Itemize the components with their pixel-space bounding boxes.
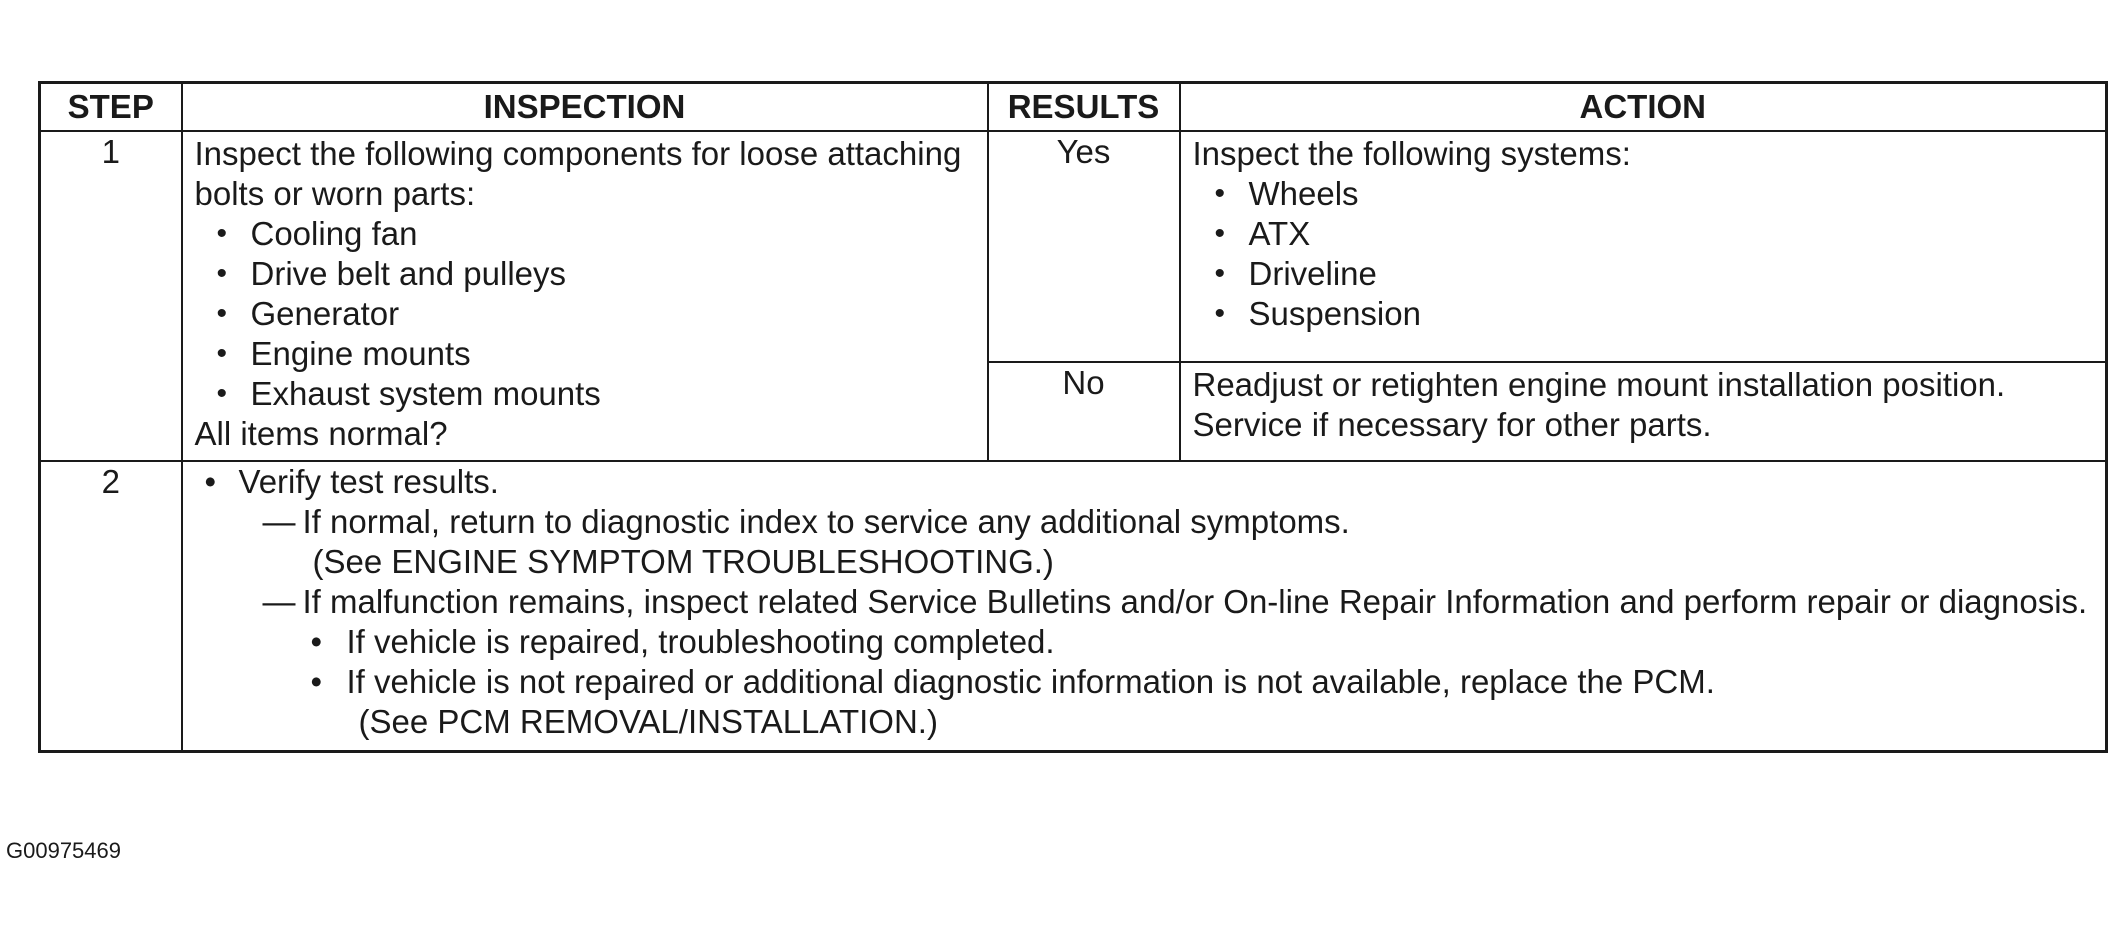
- step2-repaired: • If vehicle is repaired, troubleshooting completed.: [183, 622, 2094, 662]
- step2-row: [40, 461, 2107, 752]
- list-item: • Generator: [217, 294, 975, 334]
- list-item: • Exhaust system mounts: [217, 374, 975, 414]
- step2-verify: • Verify test results.: [183, 462, 2094, 502]
- list-item: • Driveline: [1215, 254, 2094, 294]
- step1-yes-intro: Inspect the following systems:: [1192, 135, 1631, 172]
- step2-malfunction-text: If malfunction remains, inspect related Service Bulletins and/or On-line Repair Information and perform repair or diagnosis.: [302, 583, 2088, 620]
- dash-mark: —: [262, 583, 296, 620]
- step2-content: [182, 461, 2107, 752]
- list-item: • Suspension: [1215, 294, 2094, 334]
- header-action: ACTION: [1180, 83, 2107, 132]
- step2-number: 2: [40, 461, 182, 752]
- header-row: [40, 83, 2107, 132]
- list-item: • Wheels: [1215, 174, 2094, 214]
- step2-normal-see: (See ENGINE SYMPTOM TROUBLESHOOTING.): [312, 543, 1054, 580]
- step1-system-list: [1193, 174, 2094, 334]
- step1-intro: Inspect the following components for loose attaching bolts or worn parts:: [194, 135, 962, 212]
- step1-result-no: No: [988, 362, 1180, 461]
- step2-not-repaired: • If vehicle is not repaired or additional diagnostic information is not available, replace the PCM.: [183, 662, 2094, 702]
- list-item: • Cooling fan: [217, 214, 975, 254]
- diagnostic-table: [38, 81, 2108, 753]
- list-item: • Drive belt and pulleys: [217, 254, 975, 294]
- step1-result-yes: Yes: [988, 131, 1180, 362]
- step2-malfunction: [183, 582, 2094, 622]
- list-item: • ATX: [1215, 214, 2094, 254]
- list-item: • Engine mounts: [217, 334, 975, 374]
- header-step: STEP: [40, 83, 182, 132]
- step1-question: All items normal?: [194, 415, 448, 452]
- step1-inspection: [182, 131, 988, 461]
- step2-not-repaired-see: (See PCM REMOVAL/INSTALLATION.): [358, 703, 938, 740]
- step1-action-no: [1180, 362, 2107, 461]
- step2-normal: [183, 502, 2094, 542]
- step1-number: 1: [40, 131, 182, 461]
- step2-normal-text: If normal, return to diagnostic index to service any additional symptoms.: [302, 503, 1350, 540]
- header-results: RESULTS: [988, 83, 1180, 132]
- figure-id: G00975469: [6, 838, 121, 863]
- header-inspection: INSPECTION: [182, 83, 988, 132]
- step1-component-list: [195, 214, 975, 414]
- step1-yes-row: [40, 131, 2107, 362]
- dash-mark: —: [262, 503, 296, 540]
- step1-no-line2: Service if necessary for other parts.: [1192, 406, 1712, 443]
- step1-action-yes: [1180, 131, 2107, 362]
- step1-no-line1: Readjust or retighten engine mount installation position.: [1192, 366, 2006, 403]
